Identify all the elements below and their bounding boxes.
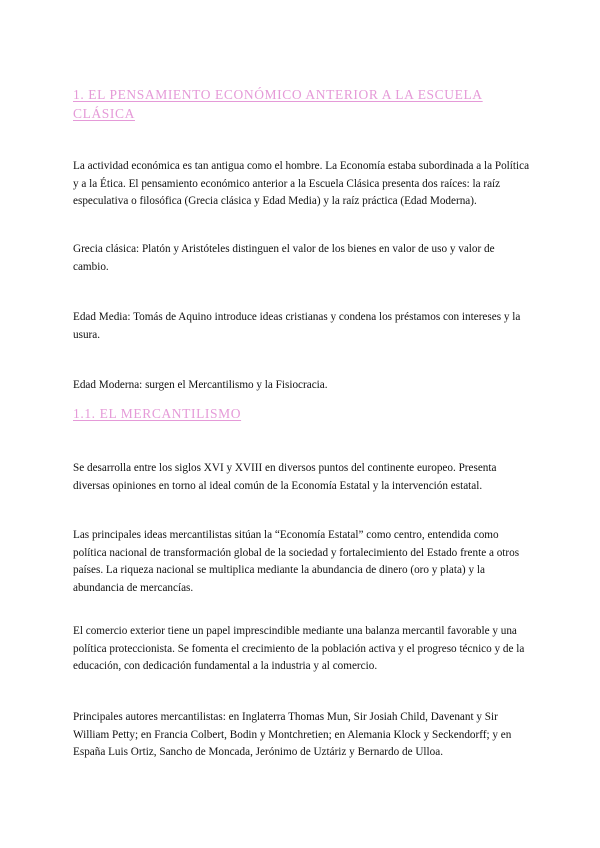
comercio-exterior-paragraph: El comercio exterior tiene un papel imprescindible mediante una balanza mercantil favorable y una política proteccionista. Se fomenta el crecimiento de la población activa y el progreso técnico y de la educación, con dedicación fundamental a la industria y al comercio. — [73, 625, 525, 672]
edad-moderna-paragraph: Edad Moderna: surgen el Mercantilismo y la Fisiocracia. — [73, 379, 328, 391]
grecia-paragraph: Grecia clásica: Platón y Aristóteles distinguen el valor de los bienes en valor de uso y valor de cambio. — [73, 243, 495, 273]
mercantilismo-intro-paragraph: Se desarrolla entre los siglos XVI y XVIII en diversos puntos del continente europeo. Presenta diversas opiniones en torno al ideal común de la Economía Estatal y la intervención estatal. — [73, 462, 497, 492]
section-heading-1-1: 1.1. EL MERCANTILISMO — [73, 406, 242, 421]
edad-media-paragraph: Edad Media: Tomás de Aquino introduce ideas cristianas y condena los préstamos con intereses y la usura. — [73, 311, 521, 341]
section-heading-1: 1. EL PENSAMIENTO ECONÓMICO ANTERIOR A LA ESCUELA CLÁSICA — [73, 87, 483, 121]
intro-paragraph: La actividad económica es tan antigua como el hombre. La Economía estaba subordinada a la Política y a la Ética. El pensamiento económico anterior a la Escuela Clásica presenta dos raíces: la raíz especulativa o filosófica (Grecia clásica y Edad Media) y la raíz práctica (Edad Moderna). — [73, 160, 530, 207]
mercantilismo-ideas-paragraph: Las principales ideas mercantilistas sitúan la “Economía Estatal” como centro, entendida como política nacional de transformación global de la sociedad y fortalecimiento del Estado frente a otros países. La riqueza nacional se multiplica mediante la abundancia de dinero (oro y plata) y la abundancia de mercancías. — [73, 529, 520, 594]
autores-paragraph: Principales autores mercantilistas: en Inglaterra Thomas Mun, Sir Josiah Child, Davenant y Sir William Petty; en Francia Colbert, Bodin y Montchretien; en Alemania Klock y Seckendorff; y en España Luis Ortiz, Sancho de Moncada, Jerónimo de Uztáriz y Bernardo de Ulloa. — [73, 711, 512, 758]
